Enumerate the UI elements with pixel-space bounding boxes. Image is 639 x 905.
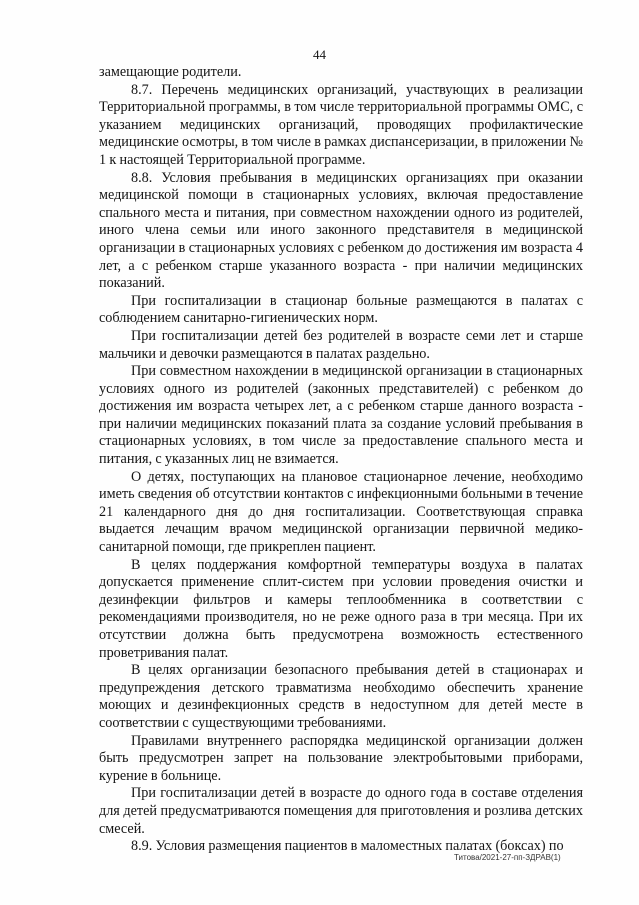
paragraph-8-8: 8.8. Условия пребывания в медицинских организациях при оказании медицинской помощи в стационарных условиях, включая предоставление спального места и питания, при совместном нахождении одного из родителей, иного члена семьи или иного законного представителя в медицинской организации в стационарных условиях с ребенком до достижения им возраста 4 лет, а с ребенком старше указанного возраста - при наличии медицинских показаний. (99, 169, 583, 292)
paragraph-children-separate: При госпитализации детей без родителей в возрасте семи лет и старше мальчики и девочки размещаются в палатах раздельно. (99, 327, 583, 362)
page-number: 44 (313, 47, 326, 62)
footer-code: Титова/2021-27-пп-ЗДРАВ(1) (454, 853, 561, 862)
paragraph-8-7: 8.7. Перечень медицинских организаций, участвующих в реализации Территориальной программы, в том числе территориальной программы ОМС, с указанием медицинских организаций, проводящих профилактические медицинские осмотры, в том числе в рамках диспансеризации, в приложении № 1 к настоящей Территориальной программе. (99, 81, 583, 168)
paragraph-infant-hospitalization: При госпитализации детей в возрасте до одного года в составе отделения для детей предусматриваются помещения для приготовления и розлива детских смесей. (99, 785, 583, 837)
paragraph-hospital-placement: При госпитализации в стационар больные размещаются в палатах с соблюдением санитарно-гигиенических норм. (99, 292, 583, 327)
paragraph-child-safety: В целях организации безопасного пребывания детей в стационарах и предупреждения детского травматизма необходимо обеспечить хранение моющих и дезинфекционных средств в недоступном для детей месте в соответствии с существующими требованиями. (99, 662, 583, 731)
paragraph-internal-rules: Правилами внутреннего распорядка медицинской организации должен быть предусмотрен запрет на пользование электробытовыми приборами, курение в больнице. (99, 732, 583, 784)
paragraph-8-9: 8.9. Условия размещения пациентов в маломестных палатах (боксах) по (131, 838, 564, 855)
document-body (99, 64, 583, 856)
paragraph-air-temperature: В целях поддержания комфортной температуры воздуха в палатах допускается применение сплит-систем при условии проведения очистки и дезинфекции фильтров и камеры теплообменника в соответствии с рекомендациями производителя, но не реже одного раза в три месяца. При их отсутствии должна быть предусмотрена возможность естественного проветривания палат. (99, 556, 583, 661)
paragraph-planned-treatment: О детях, поступающих на плановое стационарное лечение, необходимо иметь сведения об отсутствии контактов с инфекционными больными в течение 21 календарного дня до дня госпитализации. Соответствующая справка выдается лечащим врачом медицинской организации первичной медико-санитарной помощи, где прикреплен пациент. (99, 468, 583, 556)
paragraph-joint-stay: При совместном нахождении в медицинской организации в стационарных условиях одного из родителей (законных представителей) с ребенком до достижения им возраста четырех лет, а с ребенком старше данного возраста - при наличии медицинских показаний плата за создание условий пребывания в стационарных условиях, в том числе за предоставление спального места и питания, с указанных лиц не взимается. (99, 363, 583, 468)
paragraph-continuation: замещающие родители. (99, 64, 242, 80)
